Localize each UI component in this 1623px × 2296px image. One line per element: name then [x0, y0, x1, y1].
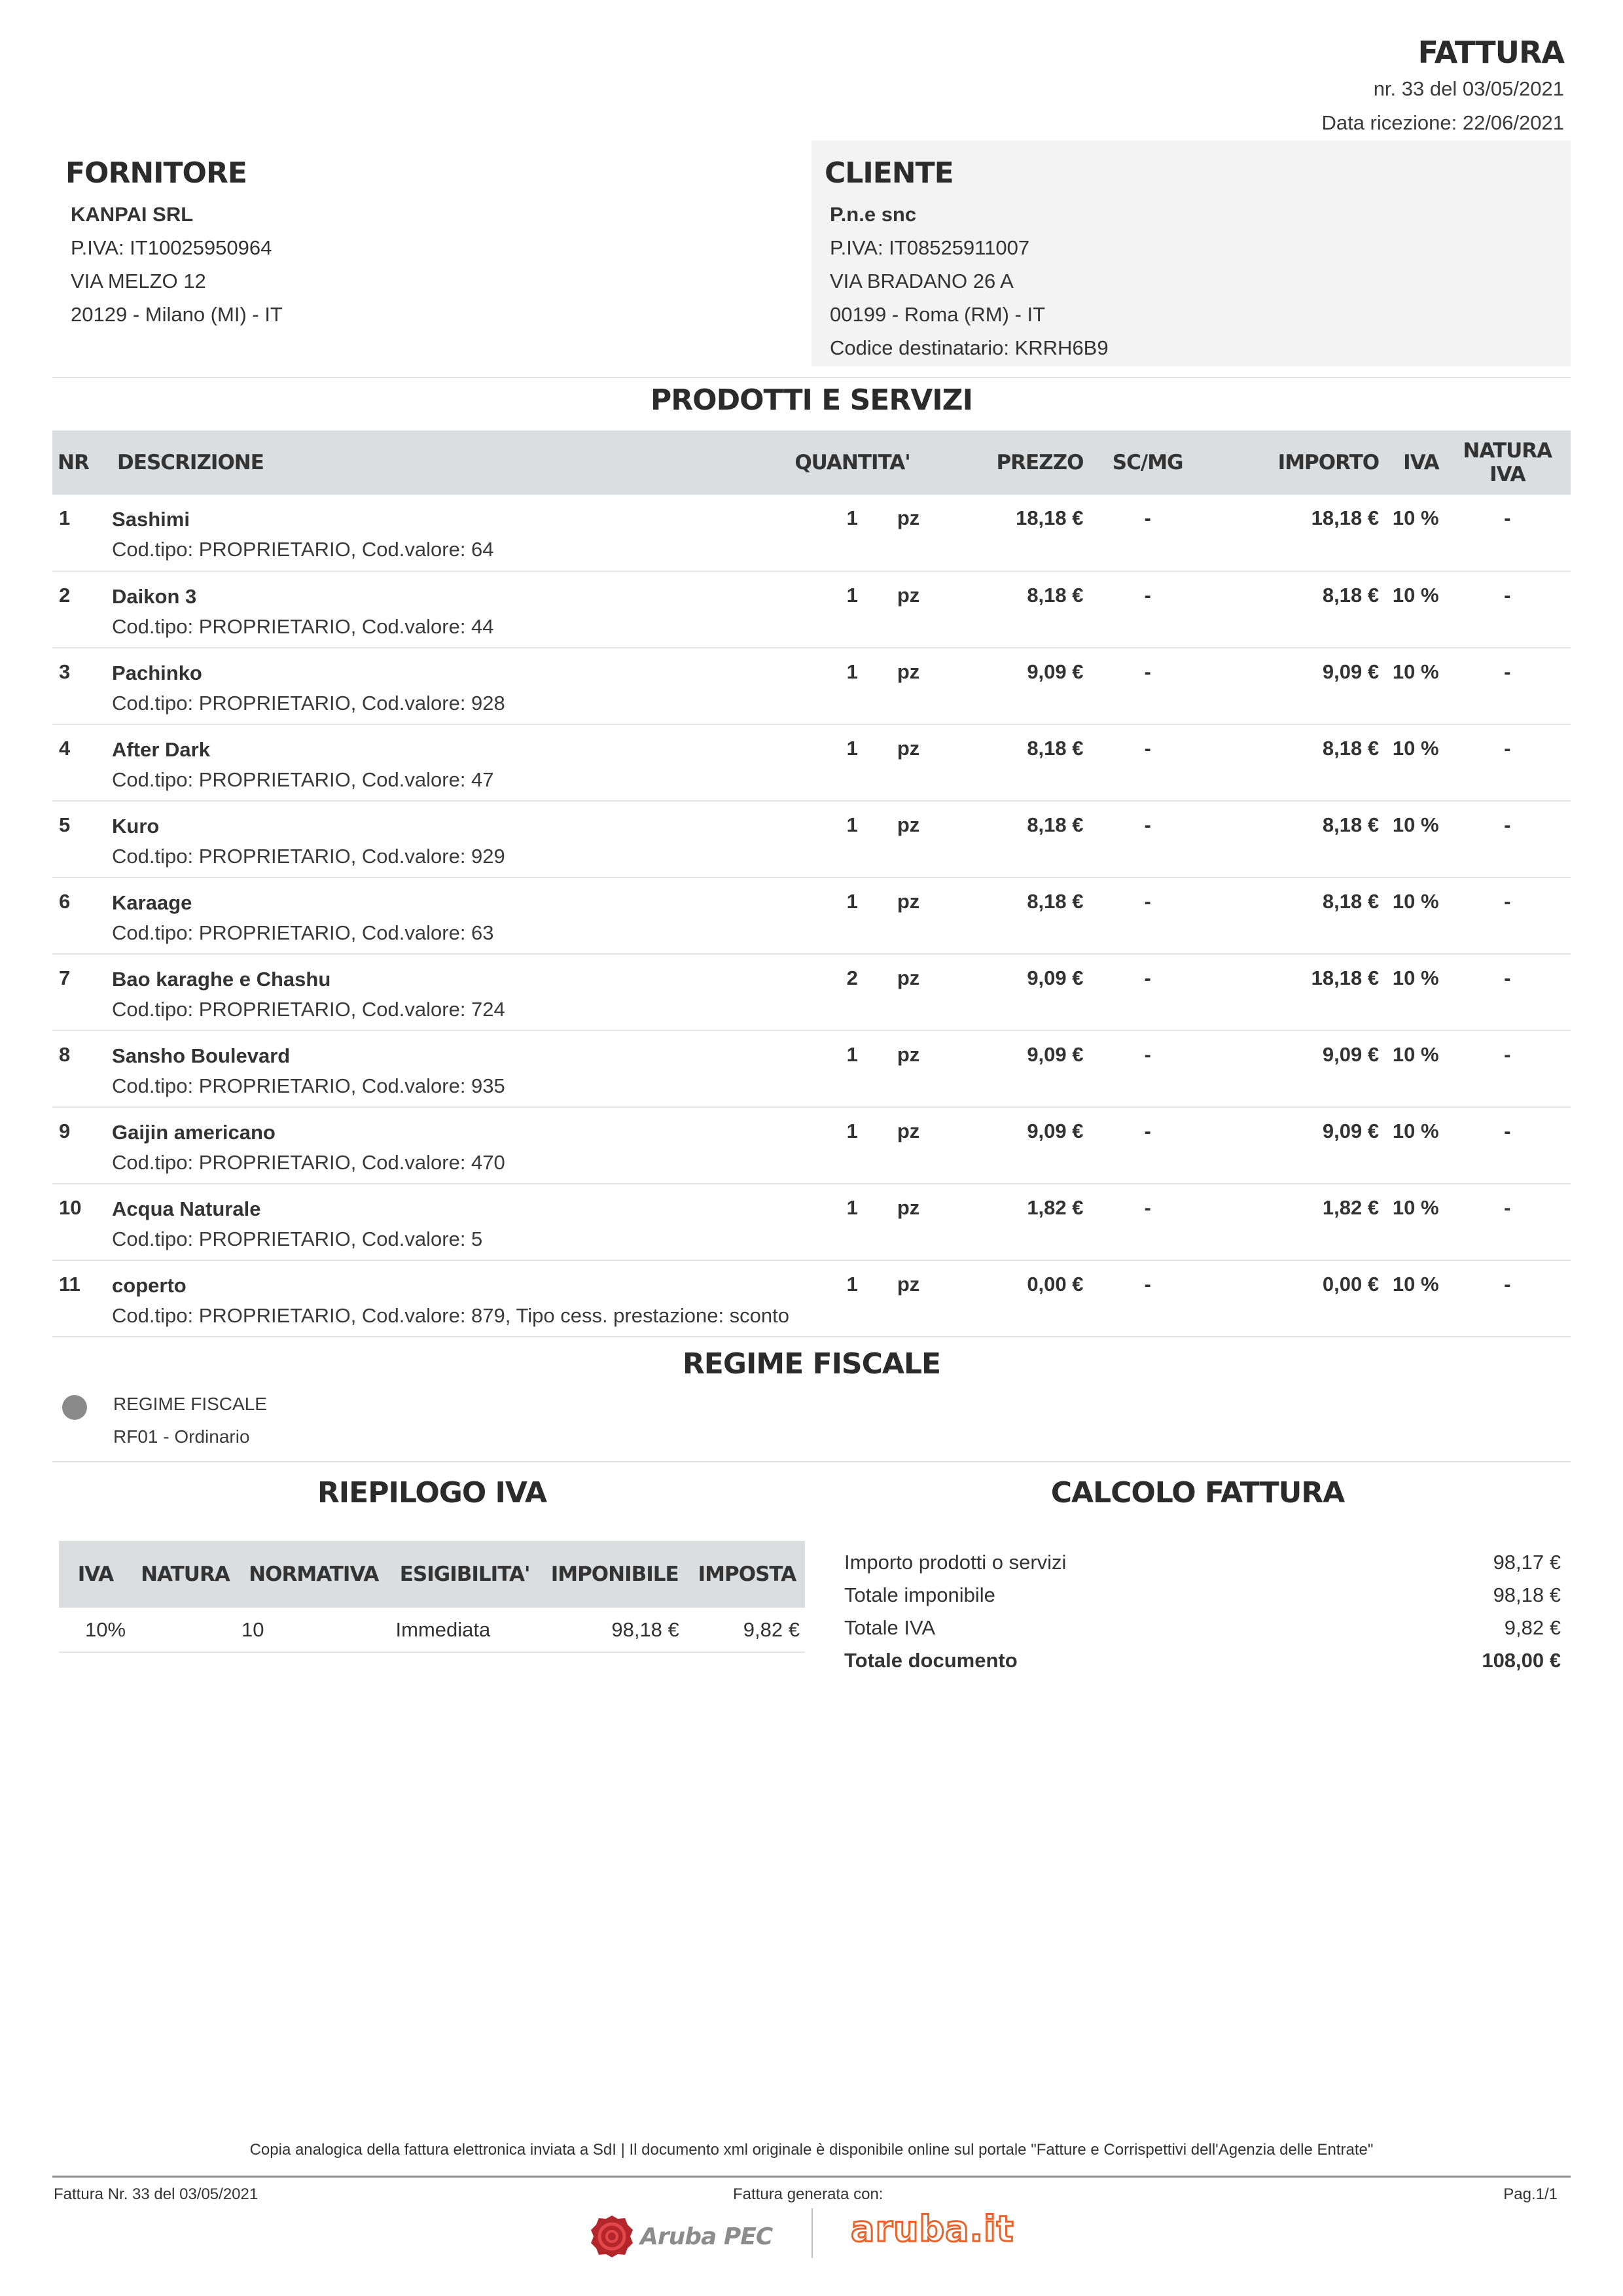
row-amount: 8,18 €	[1322, 737, 1380, 760]
col-normativa: NORMATIVA	[249, 1563, 379, 1586]
products-table	[52, 431, 1571, 1337]
col-descrizione: DESCRIZIONE	[117, 451, 264, 474]
row-nr: 2	[59, 584, 71, 607]
vat-natura	[132, 1608, 238, 1652]
row-vat-nature: -	[1504, 813, 1511, 836]
row-nr: 10	[59, 1196, 82, 1219]
product-row	[52, 954, 1571, 1031]
product-code: Cod.tipo: PROPRIETARIO, Cod.valore: 935	[112, 1074, 505, 1097]
row-amount: 18,18 €	[1311, 966, 1380, 989]
row-scmg: -	[1144, 1273, 1151, 1296]
product-name: Karaage	[112, 891, 192, 914]
col-nr: NR	[58, 451, 89, 474]
row-vat-nature: -	[1504, 506, 1511, 529]
product-name: Bao karaghe e Chashu	[112, 968, 331, 991]
row-vat: 10 %	[1392, 1043, 1439, 1066]
regime-label: REGIME FISCALE	[113, 1394, 267, 1414]
row-vat: 10 %	[1392, 660, 1439, 683]
row-quantity: 1	[846, 1273, 858, 1296]
product-code: Cod.tipo: PROPRIETARIO, Cod.valore: 47	[112, 768, 494, 791]
footer-logos	[589, 2208, 1014, 2267]
col-iva: IVA	[77, 1563, 114, 1586]
product-name: Pachinko	[112, 662, 202, 684]
product-code: Cod.tipo: PROPRIETARIO, Cod.valore: 929	[112, 845, 505, 868]
calc-label: Totale imponibile	[844, 1583, 995, 1606]
row-description	[112, 648, 789, 724]
aruba-it-logo	[851, 2208, 1014, 2250]
col-imposta: IMPOSTA	[698, 1563, 796, 1586]
product-name: After Dark	[112, 738, 210, 761]
row-quantity: 1	[846, 506, 858, 529]
row-vat: 10 %	[1392, 966, 1439, 989]
product-row	[52, 571, 1571, 648]
row-amount: 8,18 €	[1322, 890, 1380, 913]
col-imponibile: IMPONIBILE	[550, 1563, 679, 1586]
row-vat-nature: -	[1504, 660, 1511, 683]
total-label: Totale documento	[844, 1649, 1018, 1672]
bullet-dot-icon	[62, 1395, 87, 1420]
row-price: 18,18 €	[1016, 506, 1084, 529]
vat-imponibile: 98,18 €	[611, 1617, 679, 1641]
product-name: Sashimi	[112, 508, 190, 531]
col-importo: IMPORTO	[1277, 451, 1380, 474]
row-vat: 10 %	[1392, 1120, 1439, 1142]
total-value: 108,00 €	[1482, 1649, 1561, 1672]
row-quantity: 1	[846, 813, 858, 836]
product-code: Cod.tipo: PROPRIETARIO, Cod.valore: 63	[112, 921, 494, 944]
row-price: 9,09 €	[1027, 966, 1084, 989]
row-unit: pz	[897, 1196, 920, 1219]
row-description	[112, 877, 789, 954]
row-scmg: -	[1144, 813, 1151, 836]
row-vat: 10 %	[1392, 737, 1439, 760]
row-unit: pz	[897, 584, 920, 607]
row-scmg: -	[1144, 506, 1151, 529]
row-unit: pz	[897, 660, 920, 683]
row-price: 0,00 €	[1027, 1273, 1084, 1296]
pec-seal-icon	[589, 2214, 635, 2259]
vat-summary-header-row	[59, 1541, 805, 1608]
row-vat: 10 %	[1392, 584, 1439, 607]
row-quantity: 1	[846, 660, 858, 683]
product-row	[52, 495, 1571, 571]
row-nr: 8	[59, 1043, 71, 1066]
row-nr: 6	[59, 890, 71, 913]
row-vat-nature: -	[1504, 737, 1511, 760]
row-amount: 1,82 €	[1322, 1196, 1380, 1219]
row-price: 8,18 €	[1027, 584, 1084, 607]
row-scmg: -	[1144, 1120, 1151, 1142]
row-nr: 11	[59, 1273, 80, 1296]
row-nr: 3	[59, 660, 71, 683]
row-amount: 9,09 €	[1322, 660, 1380, 683]
product-row	[52, 801, 1571, 877]
row-nr: 7	[59, 966, 71, 989]
row-scmg: -	[1144, 890, 1151, 913]
row-scmg: -	[1144, 660, 1151, 683]
vat-summary-row	[59, 1608, 805, 1652]
footer-generated-with: Fattura generata con:	[733, 2185, 883, 2203]
row-quantity: 1	[846, 1120, 858, 1142]
regime-value: RF01 - Ordinario	[113, 1426, 250, 1447]
product-name: Kuro	[112, 815, 160, 838]
product-row	[52, 648, 1571, 724]
row-unit: pz	[897, 813, 920, 836]
row-scmg: -	[1144, 1043, 1151, 1066]
col-natura-iva: NATURA IVA	[1463, 439, 1552, 486]
product-code: Cod.tipo: PROPRIETARIO, Cod.valore: 928	[112, 692, 505, 715]
calc-value: 98,18 €	[1493, 1583, 1561, 1606]
row-description	[112, 1184, 789, 1260]
row-description	[112, 801, 789, 877]
footer-page-number: Pag.1/1	[1503, 2185, 1558, 2203]
row-unit: pz	[897, 506, 920, 529]
row-description	[112, 571, 789, 648]
row-vat: 10 %	[1392, 1196, 1439, 1219]
supplier-name: KANPAI SRL	[71, 203, 194, 226]
row-quantity: 1	[846, 1043, 858, 1066]
regime-section-title: REGIME FISCALE	[682, 1347, 941, 1381]
row-price: 9,09 €	[1027, 660, 1084, 683]
row-amount: 8,18 €	[1322, 584, 1380, 607]
calc-row	[844, 1612, 1561, 1644]
product-row	[52, 1031, 1571, 1107]
aruba-pec-logo	[589, 2214, 772, 2259]
product-code: Cod.tipo: PROPRIETARIO, Cod.valore: 470	[112, 1151, 505, 1174]
row-quantity: 1	[846, 890, 858, 913]
product-name: Daikon 3	[112, 585, 197, 608]
row-unit: pz	[897, 1043, 920, 1066]
client-block	[812, 141, 1571, 366]
row-description	[112, 724, 789, 801]
col-scmg: SC/MG	[1112, 451, 1183, 474]
document-title: FATTURA	[1418, 35, 1564, 70]
col-prezzo: PREZZO	[996, 451, 1084, 474]
product-name: Acqua Naturale	[112, 1197, 261, 1220]
client-name: P.n.e snc	[830, 203, 917, 226]
product-row	[52, 724, 1571, 801]
supplier-address: VIA MELZO 12	[71, 270, 206, 292]
row-description	[112, 495, 789, 571]
aruba-pec-text: Aruba PEC	[640, 2223, 773, 2250]
client-recipient-code: Codice destinatario: KRRH6B9	[830, 336, 1109, 359]
client-title: CLIENTE	[825, 156, 954, 190]
row-amount: 18,18 €	[1311, 506, 1380, 529]
row-quantity: 2	[846, 966, 858, 989]
row-description	[112, 954, 789, 1031]
vat-rate: 10%	[85, 1617, 126, 1641]
row-vat-nature: -	[1504, 1273, 1511, 1296]
product-name: coperto	[112, 1274, 187, 1297]
row-unit: pz	[897, 1273, 920, 1296]
client-address: VIA BRADANO 26 A	[830, 270, 1014, 292]
vat-imposta: 9,82 €	[743, 1617, 800, 1641]
row-price: 8,18 €	[1027, 737, 1084, 760]
footer-divider	[52, 2176, 1571, 2178]
col-esigibilita: ESIGIBILITA'	[399, 1563, 530, 1586]
row-unit: pz	[897, 1120, 920, 1142]
row-vat-nature: -	[1504, 1120, 1511, 1142]
row-vat: 10 %	[1392, 890, 1439, 913]
calc-label: Totale IVA	[844, 1616, 936, 1639]
vat-esigibilita: Immediata	[395, 1617, 491, 1641]
row-vat: 10 %	[1392, 1273, 1439, 1296]
logo-divider	[812, 2208, 813, 2258]
row-vat-nature: -	[1504, 1043, 1511, 1066]
row-unit: pz	[897, 890, 920, 913]
row-amount: 9,09 €	[1322, 1043, 1380, 1066]
footer-invoice-ref: Fattura Nr. 33 del 03/05/2021	[54, 2185, 259, 2203]
row-price: 1,82 €	[1027, 1196, 1084, 1219]
row-vat-nature: -	[1504, 890, 1511, 913]
row-quantity: 1	[846, 1196, 858, 1219]
calcolo-section-title: CALCOLO FATTURA	[1050, 1476, 1345, 1510]
calc-label: Importo prodotti o servizi	[844, 1551, 1067, 1574]
document-header	[1321, 33, 1564, 140]
row-description	[112, 1260, 789, 1337]
product-name: Sansho Boulevard	[112, 1044, 291, 1067]
calc-value: 9,82 €	[1504, 1616, 1561, 1639]
row-description	[112, 1031, 789, 1107]
riepilogo-section-title: RIEPILOGO IVA	[317, 1476, 547, 1510]
product-code: Cod.tipo: PROPRIETARIO, Cod.valore: 5	[112, 1227, 483, 1250]
product-row	[52, 877, 1571, 954]
client-city: 00199 - Roma (RM) - IT	[830, 303, 1046, 326]
row-quantity: 1	[846, 737, 858, 760]
row-nr: 1	[59, 506, 71, 529]
row-unit: pz	[897, 737, 920, 760]
products-section-title: PRODOTTI E SERVIZI	[651, 383, 972, 417]
row-price: 9,09 €	[1027, 1043, 1084, 1066]
product-code: Cod.tipo: PROPRIETARIO, Cod.valore: 879, Tipo cess. prestazione: sconto	[112, 1304, 790, 1327]
row-nr: 4	[59, 737, 71, 760]
supplier-city: 20129 - Milano (MI) - IT	[71, 303, 283, 326]
vat-summary-table	[59, 1541, 805, 1653]
row-scmg: -	[1144, 966, 1151, 989]
row-unit: pz	[897, 966, 920, 989]
calc-value: 98,17 €	[1493, 1551, 1561, 1574]
product-name: Gaijin americano	[112, 1121, 276, 1144]
row-nr: 9	[59, 1120, 71, 1142]
row-amount: 9,09 €	[1322, 1120, 1380, 1142]
client-vat: P.IVA: IT08525911007	[830, 236, 1030, 259]
supplier-block	[52, 141, 805, 366]
row-scmg: -	[1144, 1196, 1151, 1219]
row-vat-nature: -	[1504, 966, 1511, 989]
product-code: Cod.tipo: PROPRIETARIO, Cod.valore: 64	[112, 538, 494, 561]
row-price: 9,09 €	[1027, 1120, 1084, 1142]
product-row	[52, 1184, 1571, 1260]
product-code: Cod.tipo: PROPRIETARIO, Cod.valore: 44	[112, 615, 494, 638]
vat-normativa: 10	[241, 1617, 264, 1641]
row-vat-nature: -	[1504, 584, 1511, 607]
footer-note: Copia analogica della fattura elettronica inviata a SdI | Il documento xml originale è disponibile online sul portale "Fatture e Corrispettivi dell'Agenzia delle Entrate"	[249, 2141, 1374, 2159]
col-iva: IVA	[1403, 451, 1439, 474]
row-amount: 0,00 €	[1322, 1273, 1380, 1296]
row-vat: 10 %	[1392, 506, 1439, 529]
row-amount: 8,18 €	[1322, 813, 1380, 836]
row-quantity: 1	[846, 584, 858, 607]
row-vat: 10 %	[1392, 813, 1439, 836]
invoice-calculation	[844, 1546, 1561, 1677]
product-row	[52, 1107, 1571, 1184]
divider	[52, 377, 1571, 378]
product-code: Cod.tipo: PROPRIETARIO, Cod.valore: 724	[112, 998, 505, 1021]
row-nr: 5	[59, 813, 71, 836]
aruba-it-text: aruba.it	[851, 2208, 1014, 2250]
row-price: 8,18 €	[1027, 890, 1084, 913]
divider	[52, 1461, 1571, 1462]
col-quantita: QUANTITA'	[794, 451, 910, 474]
row-vat-nature: -	[1504, 1196, 1511, 1219]
col-natura: NATURA	[141, 1563, 230, 1586]
received-date: Data ricezione: 22/06/2021	[1321, 111, 1564, 134]
row-description	[112, 1107, 789, 1184]
row-scmg: -	[1144, 584, 1151, 607]
invoice-number: nr. 33 del 03/05/2021	[1373, 77, 1564, 100]
calc-total-row	[844, 1644, 1561, 1677]
products-header-row	[52, 431, 1571, 495]
supplier-vat: P.IVA: IT10025950964	[71, 236, 272, 259]
product-row	[52, 1260, 1571, 1337]
row-price: 8,18 €	[1027, 813, 1084, 836]
row-scmg: -	[1144, 737, 1151, 760]
calc-row	[844, 1546, 1561, 1579]
supplier-title: FORNITORE	[65, 156, 247, 190]
calc-row	[844, 1579, 1561, 1612]
